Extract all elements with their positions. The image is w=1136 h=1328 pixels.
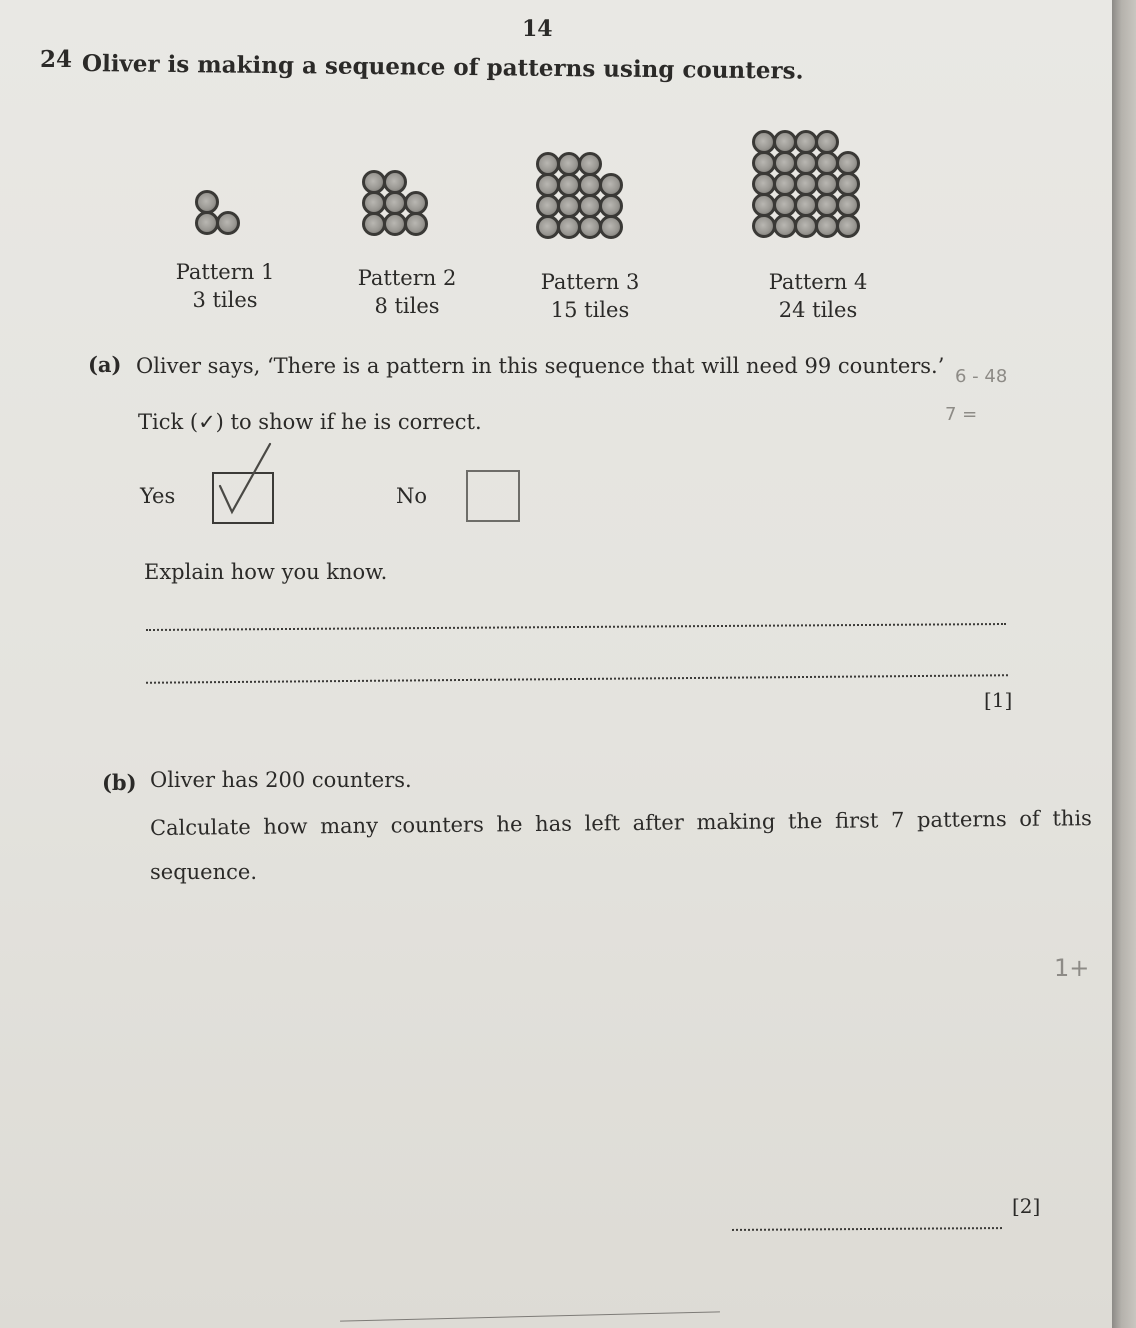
yes-checkbox[interactable] — [212, 472, 274, 524]
pattern-3-caption — [515, 268, 665, 324]
pattern-1-tiles: 3 tiles — [192, 288, 258, 312]
part-b-statement: Oliver has 200 counters. — [150, 768, 412, 792]
page-edge-shadow — [1112, 0, 1136, 1328]
part-b-question-line-1: Calculate how many counters he has left after making the first 7 patterns of this — [149, 806, 1092, 840]
margin-note-1: 6 - 48 — [955, 366, 1008, 387]
pattern-1-name: Pattern 1 — [175, 260, 275, 284]
pattern-4-caption — [743, 268, 893, 324]
check-mark-icon — [210, 434, 290, 524]
margin-note-2: 7 = — [945, 404, 978, 425]
question-stem: Oliver is making a sequence of patterns using counters. — [81, 50, 804, 85]
pattern-2-tiles: 8 tiles — [374, 294, 440, 318]
pattern-2-caption — [332, 264, 482, 320]
part-a-label: (a) — [88, 352, 122, 377]
margin-note-3: 1+ — [1054, 954, 1090, 982]
pattern-3-tiles: 15 tiles — [550, 298, 630, 322]
pattern-3-name: Pattern 3 — [540, 270, 640, 294]
part-b-marks: [2] — [1012, 1194, 1041, 1218]
counter — [216, 211, 240, 235]
counter — [599, 215, 623, 239]
part-a-instruction: Tick (✓) to show if he is correct. — [138, 410, 482, 434]
pattern-2-name: Pattern 2 — [357, 266, 457, 290]
part-a-marks: [1] — [984, 688, 1013, 712]
pattern-4-name: Pattern 4 — [768, 270, 868, 294]
pattern-4-tiles: 24 tiles — [778, 298, 858, 322]
part-b-label: (b) — [102, 770, 137, 795]
explain-prompt: Explain how you know. — [144, 560, 388, 584]
counter — [836, 214, 860, 238]
pattern-1-caption — [150, 258, 300, 314]
no-label: No — [396, 484, 428, 508]
counter — [404, 212, 428, 236]
part-a-statement: Oliver says, ‘There is a pattern in this sequence that will need 99 counters.’ — [136, 354, 945, 378]
question-number: 24 — [40, 46, 73, 73]
no-checkbox[interactable] — [466, 470, 520, 522]
page-number: 14 — [522, 16, 553, 42]
part-b-question-line-2: sequence. — [150, 860, 257, 884]
yes-label: Yes — [140, 484, 176, 508]
